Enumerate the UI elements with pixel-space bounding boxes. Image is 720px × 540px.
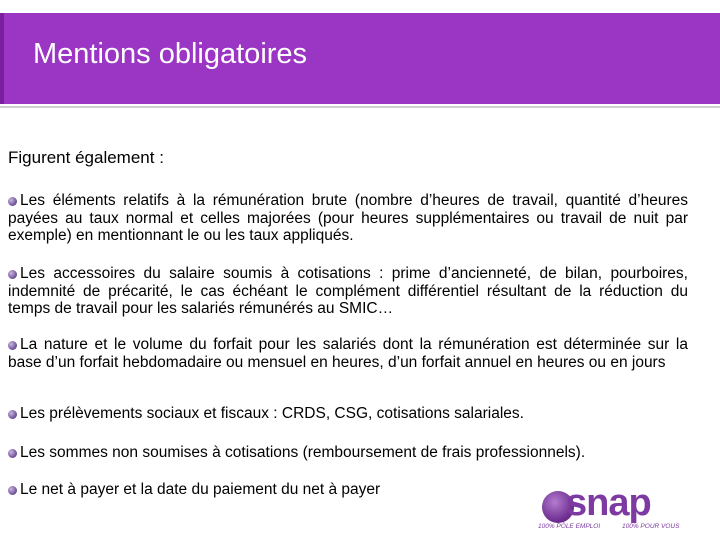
page-title: Mentions obligatoires [33, 38, 308, 70]
list-item: Les prélèvements sociaux et fiscaux : CRDS, CSG, cotisations salariales. [20, 405, 524, 422]
divider [0, 106, 720, 108]
logo-slogan-right: 100% POUR VOUS [622, 523, 680, 530]
logo-word: snap [566, 482, 651, 524]
list-item: Les sommes non soumises à cotisations (remboursement de frais professionnels). [20, 444, 586, 461]
list-item: Les éléments relatifs à la rémunération brute (nombre d’heures de travail, quantité d’heures payées au taux normal et celles majorées (pour heures supplémentaires ou travail de nuit par exemple) en mentionnant le ou les taux appliqués. [8, 192, 688, 244]
logo-slogan-left: 100% PÔLE EMPLOI [538, 523, 601, 530]
intro-text: Figurent également : [8, 148, 164, 167]
header-accent [0, 13, 4, 104]
snap-logo [538, 482, 718, 532]
list-item: Le net à payer et la date du paiement du net à payer [20, 481, 381, 498]
list-item: Les accessoires du salaire soumis à cotisations : prime d’ancienneté, de bilan, pourboires, indemnité de précarité, le cas échéant le complément différentiel résultant de la réduction du temps de travail pour les salariés rémunérés au SMIC… [8, 265, 688, 317]
list-item: La nature et le volume du forfait pour les salariés dont la rémunération est déterminée sur la base d’un forfait hebdomadaire ou mensuel en heures, d’un forfait annuel en heures ou en jours [8, 336, 688, 371]
